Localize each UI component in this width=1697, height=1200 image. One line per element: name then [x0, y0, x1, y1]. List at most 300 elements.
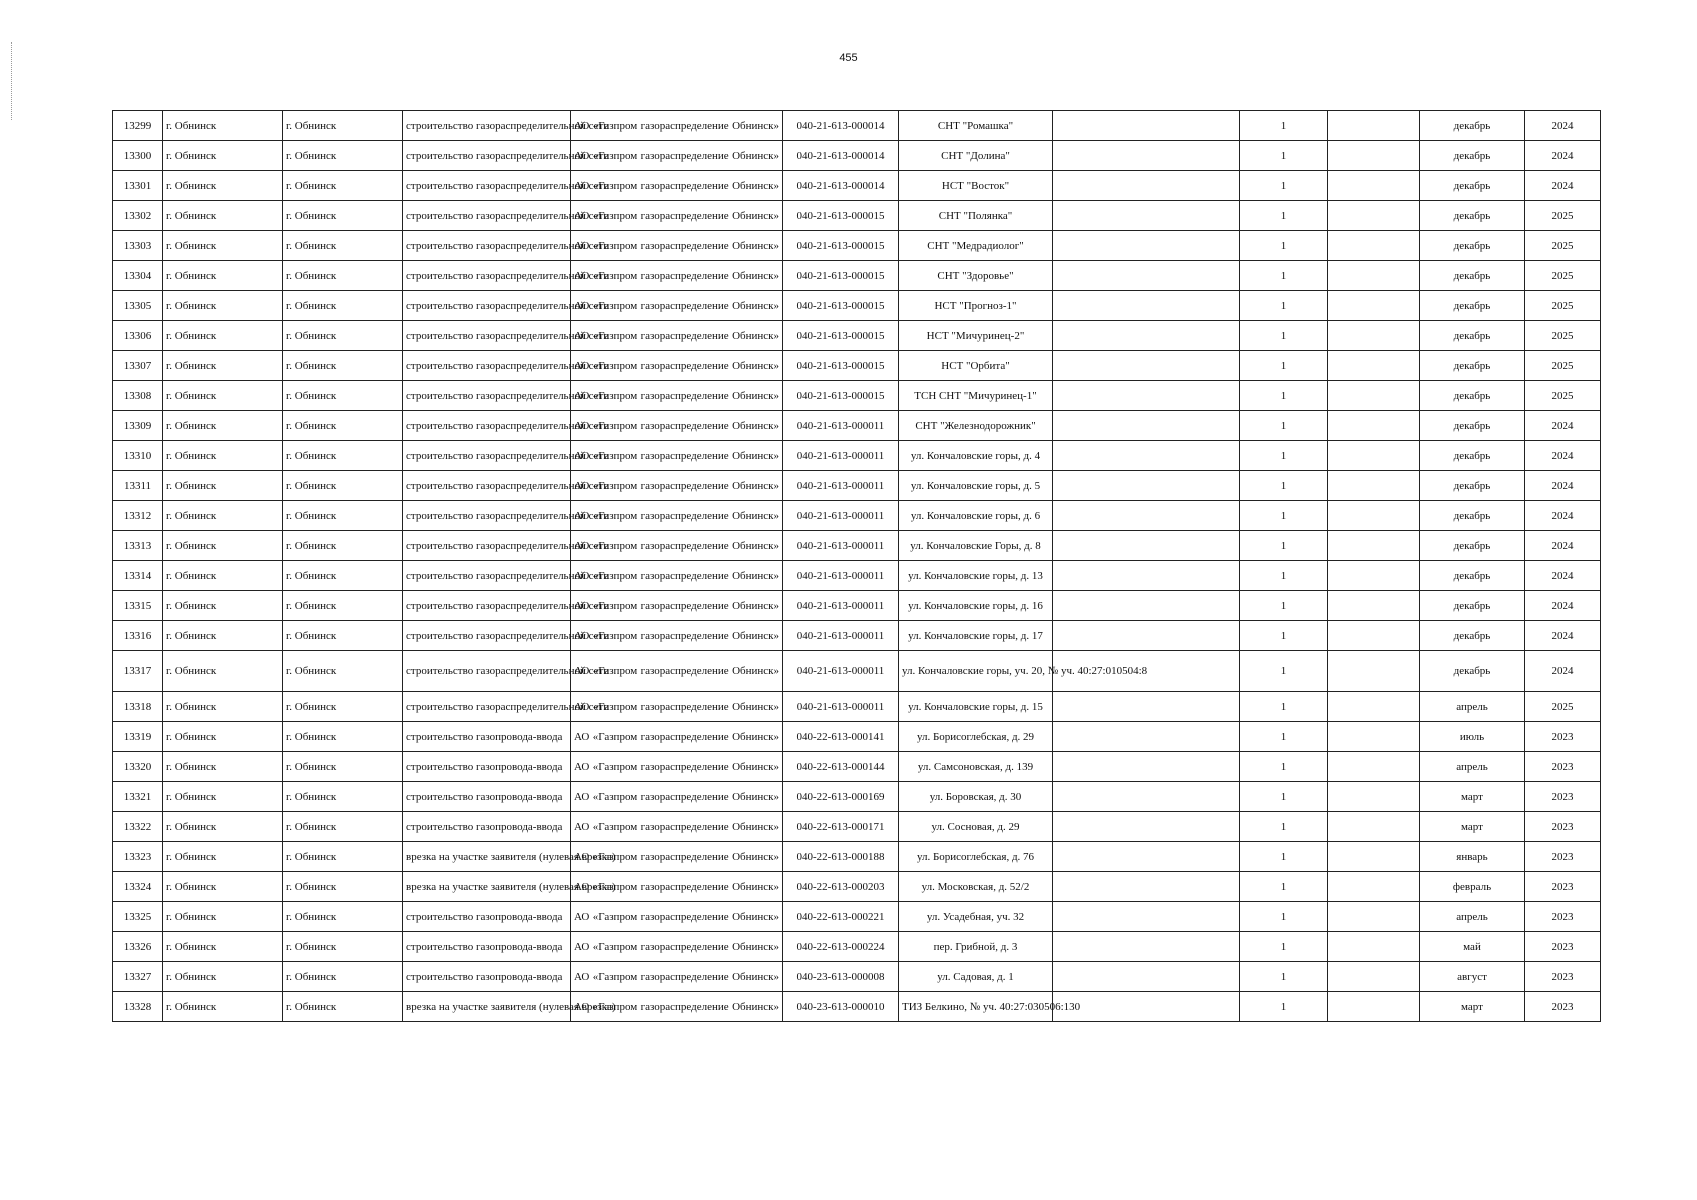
- work-type-cell: строительство газопровода-ввода: [403, 812, 571, 842]
- empty-cell-cell: [1053, 351, 1240, 381]
- settlement-cell: г. Обнинск: [283, 231, 403, 261]
- table-row: [113, 201, 1601, 231]
- quantity-cell: 1: [1240, 812, 1328, 842]
- object-address-cell: ул. Кончаловские горы, д. 4: [899, 441, 1053, 471]
- program-code-cell: 040-21-613-000015: [783, 381, 899, 411]
- quantity-cell: 1: [1240, 261, 1328, 291]
- empty-cell-cell: [1328, 992, 1420, 1022]
- work-type-cell: строительство газораспределительной сети: [403, 441, 571, 471]
- settlement-cell: г. Обнинск: [283, 471, 403, 501]
- organization-cell: АО «Газпром газораспределение Обнинск»: [571, 471, 783, 501]
- settlement-cell: г. Обнинск: [283, 842, 403, 872]
- settlement-cell: г. Обнинск: [283, 992, 403, 1022]
- municipality-cell: г. Обнинск: [163, 902, 283, 932]
- month-cell: декабрь: [1420, 591, 1525, 621]
- work-type-cell: врезка на участке заявителя (нулевая врезка): [403, 842, 571, 872]
- work-type-cell: строительство газопровода-ввода: [403, 722, 571, 752]
- program-code-cell: 040-21-613-000014: [783, 171, 899, 201]
- object-address-cell: ул. Усадебная, уч. 32: [899, 902, 1053, 932]
- month-cell: март: [1420, 782, 1525, 812]
- work-type-cell: строительство газораспределительной сети: [403, 621, 571, 651]
- table-row: [113, 932, 1601, 962]
- empty-cell-cell: [1328, 231, 1420, 261]
- month-cell: декабрь: [1420, 651, 1525, 692]
- month-cell: апрель: [1420, 902, 1525, 932]
- object-address-cell: ул. Сосновая, д. 29: [899, 812, 1053, 842]
- empty-cell-cell: [1328, 782, 1420, 812]
- organization-cell: АО «Газпром газораспределение Обнинск»: [571, 992, 783, 1022]
- program-code-cell: 040-22-613-000169: [783, 782, 899, 812]
- object-address-cell: СНТ "Полянка": [899, 201, 1053, 231]
- quantity-cell: 1: [1240, 381, 1328, 411]
- month-cell: декабрь: [1420, 471, 1525, 501]
- empty-cell-cell: [1328, 531, 1420, 561]
- empty-cell-cell: [1053, 231, 1240, 261]
- program-code-cell: 040-21-613-000011: [783, 651, 899, 692]
- year-cell: 2025: [1525, 321, 1601, 351]
- program-code-cell: 040-21-613-000011: [783, 561, 899, 591]
- month-cell: декабрь: [1420, 381, 1525, 411]
- table-row: [113, 872, 1601, 902]
- empty-cell-cell: [1053, 752, 1240, 782]
- work-type-cell: строительство газораспределительной сети: [403, 201, 571, 231]
- row-number-cell: 13321: [113, 782, 163, 812]
- object-address-cell: НСТ "Прогноз-1": [899, 291, 1053, 321]
- table-row: [113, 591, 1601, 621]
- object-address-cell: ул. Кончаловские горы, д. 6: [899, 501, 1053, 531]
- year-cell: 2023: [1525, 962, 1601, 992]
- year-cell: 2023: [1525, 992, 1601, 1022]
- table-row: [113, 561, 1601, 591]
- organization-cell: АО «Газпром газораспределение Обнинск»: [571, 291, 783, 321]
- work-type-cell: врезка на участке заявителя (нулевая врезка): [403, 992, 571, 1022]
- table-row: [113, 902, 1601, 932]
- program-code-cell: 040-21-613-000015: [783, 291, 899, 321]
- program-code-cell: 040-21-613-000015: [783, 201, 899, 231]
- settlement-cell: г. Обнинск: [283, 621, 403, 651]
- work-type-cell: строительство газопровода-ввода: [403, 932, 571, 962]
- empty-cell-cell: [1053, 111, 1240, 141]
- municipality-cell: г. Обнинск: [163, 321, 283, 351]
- municipality-cell: г. Обнинск: [163, 291, 283, 321]
- organization-cell: АО «Газпром газораспределение Обнинск»: [571, 872, 783, 902]
- object-address-cell: ул. Кончаловские горы, д. 5: [899, 471, 1053, 501]
- table-row: [113, 531, 1601, 561]
- program-code-cell: 040-21-613-000011: [783, 471, 899, 501]
- settlement-cell: г. Обнинск: [283, 111, 403, 141]
- work-type-cell: строительство газораспределительной сети: [403, 321, 571, 351]
- program-code-cell: 040-22-613-000221: [783, 902, 899, 932]
- object-address-cell: ул. Боровская, д. 30: [899, 782, 1053, 812]
- month-cell: февраль: [1420, 872, 1525, 902]
- object-address-cell: СНТ "Долина": [899, 141, 1053, 171]
- empty-cell-cell: [1053, 872, 1240, 902]
- empty-cell-cell: [1328, 471, 1420, 501]
- empty-cell-cell: [1328, 411, 1420, 441]
- year-cell: 2024: [1525, 141, 1601, 171]
- program-code-cell: 040-21-613-000011: [783, 531, 899, 561]
- year-cell: 2024: [1525, 501, 1601, 531]
- organization-cell: АО «Газпром газораспределение Обнинск»: [571, 812, 783, 842]
- row-number-cell: 13318: [113, 692, 163, 722]
- month-cell: январь: [1420, 842, 1525, 872]
- organization-cell: АО «Газпром газораспределение Обнинск»: [571, 531, 783, 561]
- year-cell: 2023: [1525, 902, 1601, 932]
- work-type-cell: строительство газораспределительной сети: [403, 501, 571, 531]
- quantity-cell: 1: [1240, 321, 1328, 351]
- program-code-cell: 040-23-613-000008: [783, 962, 899, 992]
- empty-cell-cell: [1328, 381, 1420, 411]
- quantity-cell: 1: [1240, 531, 1328, 561]
- organization-cell: АО «Газпром газораспределение Обнинск»: [571, 842, 783, 872]
- empty-cell-cell: [1053, 471, 1240, 501]
- organization-cell: АО «Газпром газораспределение Обнинск»: [571, 321, 783, 351]
- table-row: [113, 812, 1601, 842]
- month-cell: декабрь: [1420, 561, 1525, 591]
- quantity-cell: 1: [1240, 992, 1328, 1022]
- object-address-cell: НСТ "Восток": [899, 171, 1053, 201]
- table-row: [113, 992, 1601, 1022]
- settlement-cell: г. Обнинск: [283, 141, 403, 171]
- settlement-cell: г. Обнинск: [283, 201, 403, 231]
- table-row: [113, 441, 1601, 471]
- object-address-cell: ул. Кончаловские горы, уч. 20, № уч. 40:27:010504:8: [899, 651, 1053, 692]
- object-address-cell: ул. Кончаловские горы, д. 13: [899, 561, 1053, 591]
- empty-cell-cell: [1328, 501, 1420, 531]
- row-number-cell: 13313: [113, 531, 163, 561]
- row-number-cell: 13311: [113, 471, 163, 501]
- program-code-cell: 040-21-613-000011: [783, 411, 899, 441]
- quantity-cell: 1: [1240, 471, 1328, 501]
- month-cell: декабрь: [1420, 321, 1525, 351]
- municipality-cell: г. Обнинск: [163, 692, 283, 722]
- table-row: [113, 692, 1601, 722]
- work-type-cell: строительство газораспределительной сети: [403, 351, 571, 381]
- month-cell: декабрь: [1420, 261, 1525, 291]
- organization-cell: АО «Газпром газораспределение Обнинск»: [571, 261, 783, 291]
- row-number-cell: 13317: [113, 651, 163, 692]
- row-number-cell: 13328: [113, 992, 163, 1022]
- row-number-cell: 13327: [113, 962, 163, 992]
- work-type-cell: строительство газопровода-ввода: [403, 752, 571, 782]
- empty-cell-cell: [1053, 321, 1240, 351]
- object-address-cell: пер. Грибной, д. 3: [899, 932, 1053, 962]
- empty-cell-cell: [1053, 531, 1240, 561]
- municipality-cell: г. Обнинск: [163, 752, 283, 782]
- settlement-cell: г. Обнинск: [283, 171, 403, 201]
- row-number-cell: 13314: [113, 561, 163, 591]
- quantity-cell: 1: [1240, 962, 1328, 992]
- settlement-cell: г. Обнинск: [283, 351, 403, 381]
- municipality-cell: г. Обнинск: [163, 782, 283, 812]
- row-number-cell: 13326: [113, 932, 163, 962]
- empty-cell-cell: [1053, 411, 1240, 441]
- organization-cell: АО «Газпром газораспределение Обнинск»: [571, 722, 783, 752]
- object-address-cell: НСТ "Мичуринец-2": [899, 321, 1053, 351]
- object-address-cell: СНТ "Железнодорожник": [899, 411, 1053, 441]
- year-cell: 2023: [1525, 782, 1601, 812]
- empty-cell-cell: [1328, 321, 1420, 351]
- organization-cell: АО «Газпром газораспределение Обнинск»: [571, 381, 783, 411]
- row-number-cell: 13301: [113, 171, 163, 201]
- row-number-cell: 13299: [113, 111, 163, 141]
- program-code-cell: 040-22-613-000224: [783, 932, 899, 962]
- quantity-cell: 1: [1240, 411, 1328, 441]
- month-cell: декабрь: [1420, 501, 1525, 531]
- object-address-cell: ул. Кончаловские горы, д. 15: [899, 692, 1053, 722]
- year-cell: 2025: [1525, 381, 1601, 411]
- empty-cell-cell: [1328, 141, 1420, 171]
- work-type-cell: строительство газораспределительной сети: [403, 381, 571, 411]
- work-type-cell: строительство газопровода-ввода: [403, 962, 571, 992]
- program-code-cell: 040-22-613-000144: [783, 752, 899, 782]
- municipality-cell: г. Обнинск: [163, 501, 283, 531]
- municipality-cell: г. Обнинск: [163, 111, 283, 141]
- organization-cell: АО «Газпром газораспределение Обнинск»: [571, 752, 783, 782]
- organization-cell: АО «Газпром газораспределение Обнинск»: [571, 501, 783, 531]
- organization-cell: АО «Газпром газораспределение Обнинск»: [571, 411, 783, 441]
- empty-cell-cell: [1053, 782, 1240, 812]
- municipality-cell: г. Обнинск: [163, 411, 283, 441]
- empty-cell-cell: [1328, 872, 1420, 902]
- municipality-cell: г. Обнинск: [163, 201, 283, 231]
- program-code-cell: 040-21-613-000015: [783, 231, 899, 261]
- organization-cell: АО «Газпром газораспределение Обнинск»: [571, 141, 783, 171]
- year-cell: 2024: [1525, 111, 1601, 141]
- row-number-cell: 13309: [113, 411, 163, 441]
- municipality-cell: г. Обнинск: [163, 812, 283, 842]
- year-cell: 2024: [1525, 561, 1601, 591]
- month-cell: декабрь: [1420, 531, 1525, 561]
- year-cell: 2024: [1525, 651, 1601, 692]
- month-cell: апрель: [1420, 752, 1525, 782]
- municipality-cell: г. Обнинск: [163, 381, 283, 411]
- program-code-cell: 040-21-613-000014: [783, 141, 899, 171]
- empty-cell-cell: [1053, 962, 1240, 992]
- page-number: 455: [839, 52, 858, 64]
- program-code-cell: 040-21-613-000011: [783, 441, 899, 471]
- municipality-cell: г. Обнинск: [163, 962, 283, 992]
- empty-cell-cell: [1053, 561, 1240, 591]
- program-code-cell: 040-21-613-000015: [783, 261, 899, 291]
- program-code-cell: 040-22-613-000188: [783, 842, 899, 872]
- month-cell: декабрь: [1420, 231, 1525, 261]
- year-cell: 2023: [1525, 722, 1601, 752]
- empty-cell-cell: [1328, 842, 1420, 872]
- row-number-cell: 13325: [113, 902, 163, 932]
- settlement-cell: г. Обнинск: [283, 902, 403, 932]
- empty-cell-cell: [1053, 692, 1240, 722]
- object-address-cell: ТИЗ Белкино, № уч. 40:27:030506:130: [899, 992, 1053, 1022]
- program-code-cell: 040-21-613-000015: [783, 321, 899, 351]
- empty-cell-cell: [1053, 171, 1240, 201]
- year-cell: 2023: [1525, 932, 1601, 962]
- work-type-cell: строительство газораспределительной сети: [403, 261, 571, 291]
- empty-cell-cell: [1328, 351, 1420, 381]
- empty-cell-cell: [1328, 752, 1420, 782]
- settlement-cell: г. Обнинск: [283, 291, 403, 321]
- settlement-cell: г. Обнинск: [283, 782, 403, 812]
- municipality-cell: г. Обнинск: [163, 591, 283, 621]
- year-cell: 2023: [1525, 752, 1601, 782]
- year-cell: 2024: [1525, 171, 1601, 201]
- settlement-cell: г. Обнинск: [283, 321, 403, 351]
- empty-cell-cell: [1328, 591, 1420, 621]
- table-row: [113, 351, 1601, 381]
- quantity-cell: 1: [1240, 932, 1328, 962]
- municipality-cell: г. Обнинск: [163, 842, 283, 872]
- row-number-cell: 13315: [113, 591, 163, 621]
- empty-cell-cell: [1053, 842, 1240, 872]
- empty-cell-cell: [1328, 621, 1420, 651]
- work-type-cell: строительство газораспределительной сети: [403, 561, 571, 591]
- row-number-cell: 13303: [113, 231, 163, 261]
- settlement-cell: г. Обнинск: [283, 692, 403, 722]
- empty-cell-cell: [1053, 722, 1240, 752]
- empty-cell-cell: [1328, 561, 1420, 591]
- object-address-cell: ул. Садовая, д. 1: [899, 962, 1053, 992]
- object-address-cell: СНТ "Медрадиолог": [899, 231, 1053, 261]
- row-number-cell: 13316: [113, 621, 163, 651]
- month-cell: декабрь: [1420, 351, 1525, 381]
- settlement-cell: г. Обнинск: [283, 561, 403, 591]
- row-number-cell: 13310: [113, 441, 163, 471]
- organization-cell: АО «Газпром газораспределение Обнинск»: [571, 902, 783, 932]
- table-row: [113, 231, 1601, 261]
- year-cell: 2024: [1525, 471, 1601, 501]
- year-cell: 2025: [1525, 201, 1601, 231]
- organization-cell: АО «Газпром газораспределение Обнинск»: [571, 561, 783, 591]
- table-row: [113, 962, 1601, 992]
- empty-cell-cell: [1328, 962, 1420, 992]
- year-cell: 2025: [1525, 231, 1601, 261]
- quantity-cell: 1: [1240, 842, 1328, 872]
- settlement-cell: г. Обнинск: [283, 932, 403, 962]
- organization-cell: АО «Газпром газораспределение Обнинск»: [571, 231, 783, 261]
- quantity-cell: 1: [1240, 722, 1328, 752]
- settlement-cell: г. Обнинск: [283, 261, 403, 291]
- year-cell: 2024: [1525, 531, 1601, 561]
- year-cell: 2025: [1525, 692, 1601, 722]
- year-cell: 2025: [1525, 291, 1601, 321]
- municipality-cell: г. Обнинск: [163, 561, 283, 591]
- month-cell: декабрь: [1420, 201, 1525, 231]
- object-address-cell: СНТ "Ромашка": [899, 111, 1053, 141]
- program-code-cell: 040-21-613-000014: [783, 111, 899, 141]
- quantity-cell: 1: [1240, 692, 1328, 722]
- quantity-cell: 1: [1240, 231, 1328, 261]
- year-cell: 2023: [1525, 872, 1601, 902]
- work-type-cell: строительство газораспределительной сети: [403, 141, 571, 171]
- program-code-cell: 040-21-613-000011: [783, 591, 899, 621]
- row-number-cell: 13319: [113, 722, 163, 752]
- settlement-cell: г. Обнинск: [283, 722, 403, 752]
- empty-cell-cell: [1328, 722, 1420, 752]
- year-cell: 2024: [1525, 411, 1601, 441]
- quantity-cell: 1: [1240, 651, 1328, 692]
- row-number-cell: 13306: [113, 321, 163, 351]
- municipality-cell: г. Обнинск: [163, 171, 283, 201]
- settlement-cell: г. Обнинск: [283, 752, 403, 782]
- row-number-cell: 13305: [113, 291, 163, 321]
- quantity-cell: 1: [1240, 591, 1328, 621]
- quantity-cell: 1: [1240, 501, 1328, 531]
- municipality-cell: г. Обнинск: [163, 651, 283, 692]
- organization-cell: АО «Газпром газораспределение Обнинск»: [571, 591, 783, 621]
- municipality-cell: г. Обнинск: [163, 621, 283, 651]
- empty-cell-cell: [1328, 932, 1420, 962]
- object-address-cell: ТСН СНТ "Мичуринец-1": [899, 381, 1053, 411]
- year-cell: 2025: [1525, 351, 1601, 381]
- organization-cell: АО «Газпром газораспределение Обнинск»: [571, 621, 783, 651]
- work-type-cell: врезка на участке заявителя (нулевая врезка): [403, 872, 571, 902]
- empty-cell-cell: [1053, 291, 1240, 321]
- empty-cell-cell: [1053, 591, 1240, 621]
- settlement-cell: г. Обнинск: [283, 501, 403, 531]
- settlement-cell: г. Обнинск: [283, 441, 403, 471]
- organization-cell: АО «Газпром газораспределение Обнинск»: [571, 111, 783, 141]
- work-type-cell: строительство газораспределительной сети: [403, 231, 571, 261]
- month-cell: декабрь: [1420, 411, 1525, 441]
- table-row: [113, 621, 1601, 651]
- settlement-cell: г. Обнинск: [283, 591, 403, 621]
- quantity-cell: 1: [1240, 171, 1328, 201]
- settlement-cell: г. Обнинск: [283, 872, 403, 902]
- object-address-cell: НСТ "Орбита": [899, 351, 1053, 381]
- month-cell: май: [1420, 932, 1525, 962]
- table-row: [113, 501, 1601, 531]
- month-cell: апрель: [1420, 692, 1525, 722]
- month-cell: март: [1420, 992, 1525, 1022]
- organization-cell: АО «Газпром газораспределение Обнинск»: [571, 351, 783, 381]
- settlement-cell: г. Обнинск: [283, 812, 403, 842]
- work-type-cell: строительство газопровода-ввода: [403, 902, 571, 932]
- row-number-cell: 13308: [113, 381, 163, 411]
- object-address-cell: ул. Борисоглебская, д. 29: [899, 722, 1053, 752]
- row-number-cell: 13324: [113, 872, 163, 902]
- empty-cell-cell: [1053, 441, 1240, 471]
- organization-cell: АО «Газпром газораспределение Обнинск»: [571, 962, 783, 992]
- month-cell: декабрь: [1420, 141, 1525, 171]
- year-cell: 2024: [1525, 621, 1601, 651]
- organization-cell: АО «Газпром газораспределение Обнинск»: [571, 692, 783, 722]
- program-code-cell: 040-22-613-000203: [783, 872, 899, 902]
- municipality-cell: г. Обнинск: [163, 351, 283, 381]
- quantity-cell: 1: [1240, 872, 1328, 902]
- program-code-cell: 040-22-613-000171: [783, 812, 899, 842]
- empty-cell-cell: [1328, 291, 1420, 321]
- settlement-cell: г. Обнинск: [283, 381, 403, 411]
- month-cell: декабрь: [1420, 441, 1525, 471]
- empty-cell-cell: [1053, 141, 1240, 171]
- year-cell: 2024: [1525, 591, 1601, 621]
- organization-cell: АО «Газпром газораспределение Обнинск»: [571, 651, 783, 692]
- quantity-cell: 1: [1240, 561, 1328, 591]
- empty-cell-cell: [1053, 201, 1240, 231]
- object-address-cell: ул. Кончаловские Горы, д. 8: [899, 531, 1053, 561]
- quantity-cell: 1: [1240, 291, 1328, 321]
- table-row: [113, 842, 1601, 872]
- quantity-cell: 1: [1240, 111, 1328, 141]
- table-row: [113, 141, 1601, 171]
- program-code-cell: 040-21-613-000011: [783, 621, 899, 651]
- row-number-cell: 13323: [113, 842, 163, 872]
- empty-cell-cell: [1328, 812, 1420, 842]
- month-cell: декабрь: [1420, 111, 1525, 141]
- municipality-cell: г. Обнинск: [163, 932, 283, 962]
- registry-rows: [113, 111, 1601, 1022]
- empty-cell-cell: [1053, 261, 1240, 291]
